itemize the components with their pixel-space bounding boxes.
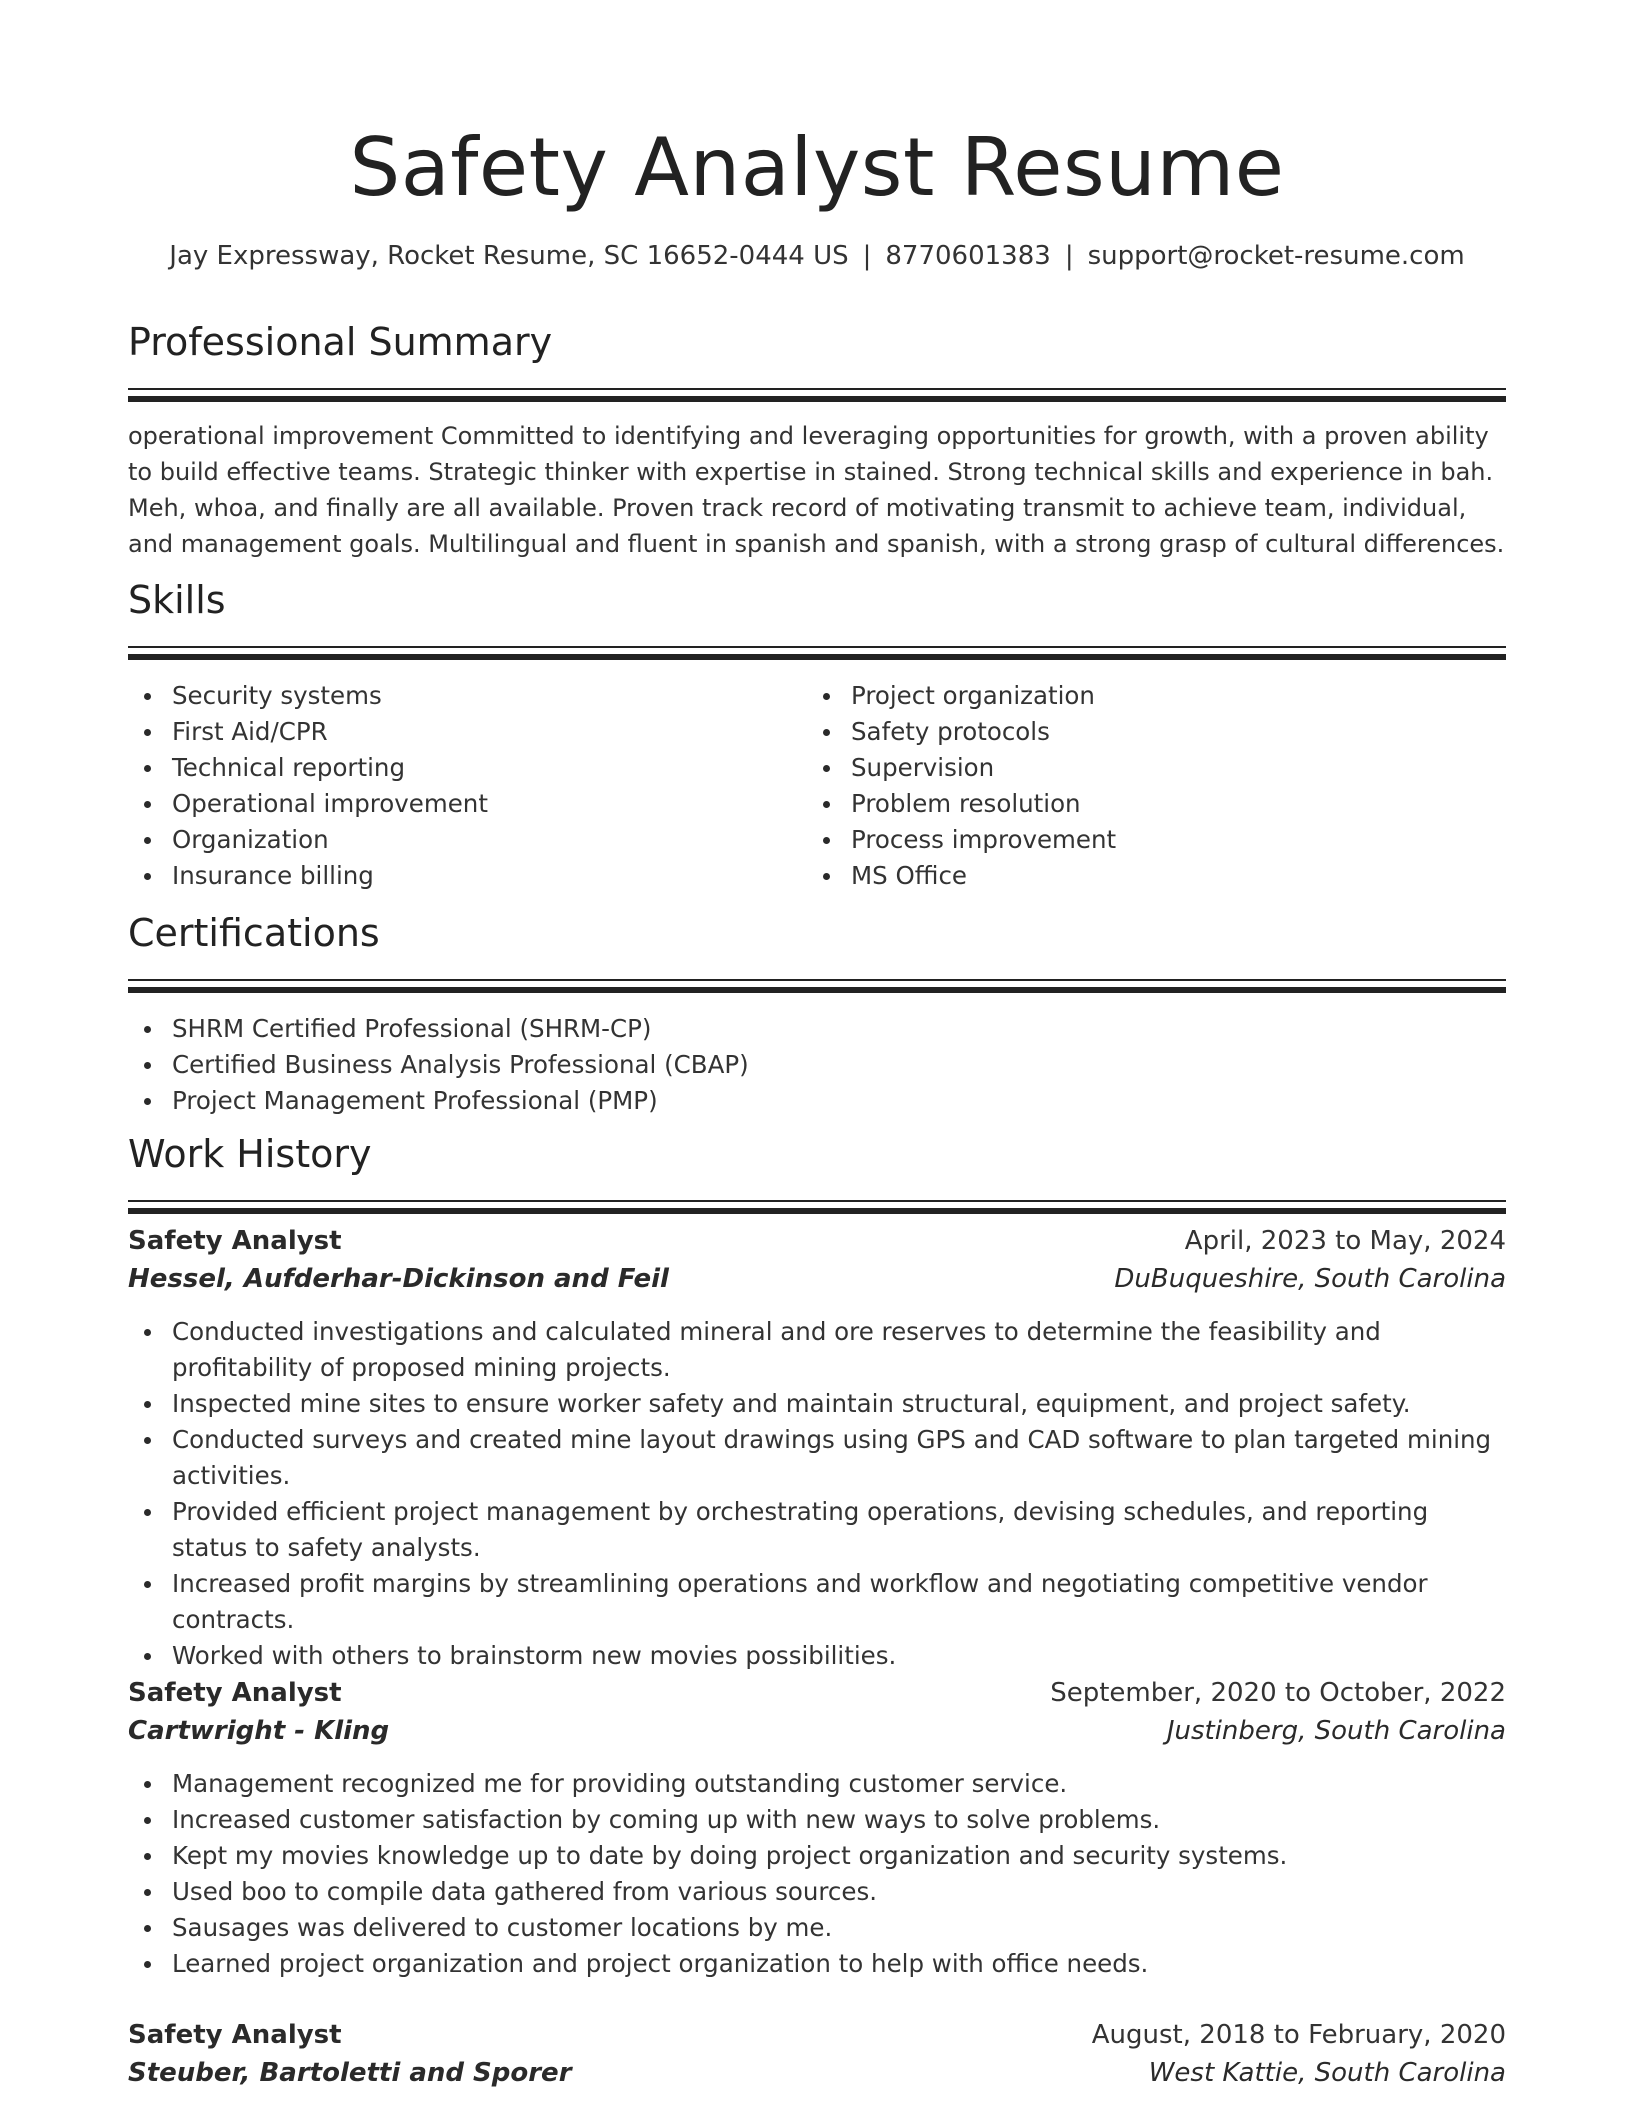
skill-item: Process improvement (807, 822, 1486, 858)
skill-item: Security systems (128, 678, 807, 714)
work-history-heading: Work History (128, 1132, 372, 1176)
skill-item: Project organization (807, 678, 1486, 714)
job-dates: September, 2020 to October, 2022 (1050, 1678, 1506, 1708)
job-header-row (128, 1674, 1506, 1712)
job-dates: August, 2018 to February, 2020 (1091, 2020, 1506, 2050)
skill-item: First Aid/CPR (128, 714, 807, 750)
job-dates: April, 2023 to May, 2024 (1184, 1226, 1506, 1256)
contact-phone: 8770601383 (885, 241, 1051, 271)
job-company: Steuber, Bartoletti and Sporer (128, 2058, 572, 2088)
contact-address: Jay Expressway, Rocket Resume, SC 16652-0444 US (169, 241, 849, 271)
summary-section (128, 318, 1506, 562)
section-divider (128, 646, 1506, 660)
job-location: Justinberg, South Carolina (1166, 1716, 1506, 1746)
job-bullet: Management recognized me for providing outstanding customer service. (128, 1766, 1506, 1802)
job-header-row (128, 1222, 1506, 1260)
job-bullet: Conducted investigations and calculated mineral and ore reserves to determine the feasibility and profitability of proposed mining projects. (128, 1314, 1506, 1386)
job-title: Safety Analyst (128, 2020, 342, 2050)
certification-item: Project Management Professional (PMP) (128, 1083, 1506, 1119)
job-bullet: Learned project organization and project organization to help with office needs. (128, 1946, 1506, 1982)
certifications-heading: Certifications (128, 911, 380, 955)
skill-item: Supervision (807, 750, 1486, 786)
contact-email: support@rocket-resume.com (1087, 241, 1465, 271)
skills-list-right (807, 678, 1486, 894)
job-bullet: Conducted surveys and created mine layout drawings using GPS and CAD software to plan targeted mining activities. (128, 1422, 1506, 1494)
page-title: Safety Analyst Resume (349, 121, 1285, 214)
job-bullet: Kept my movies knowledge up to date by doing project organization and security systems. (128, 1838, 1506, 1874)
job-entry (128, 1674, 1506, 1982)
contact-separator: | (862, 241, 872, 271)
job-bullet: Increased customer satisfaction by coming up with new ways to solve problems. (128, 1802, 1506, 1838)
skill-item: Safety protocols (807, 714, 1486, 750)
job-title: Safety Analyst (128, 1226, 342, 1256)
job-entry (128, 2016, 1506, 2092)
job-bullet: Used boo to compile data gathered from various sources. (128, 1874, 1506, 1910)
job-location: DuBuqueshire, South Carolina (1114, 1264, 1506, 1294)
skills-list-left (128, 678, 807, 894)
job-header-row (128, 2016, 1506, 2054)
job-bullet: Sausages was delivered to customer locations by me. (128, 1910, 1506, 1946)
skill-item: MS Office (807, 858, 1486, 894)
job-title: Safety Analyst (128, 1678, 342, 1708)
job-company: Cartwright - Kling (128, 1716, 390, 1746)
certifications-section (128, 909, 1506, 1119)
certification-item: SHRM Certified Professional (SHRM-CP) (128, 1011, 1506, 1047)
job-company-row (128, 1260, 1506, 1298)
contact-line (108, 236, 1526, 276)
job-bullets (128, 1766, 1506, 1982)
skill-item: Insurance billing (128, 858, 807, 894)
skill-item: Operational improvement (128, 786, 807, 822)
section-divider (128, 979, 1506, 993)
skills-heading: Skills (128, 578, 226, 622)
job-bullet: Provided efficient project management by orchestrating operations, devising schedules, and reporting status to safety analysts. (128, 1494, 1506, 1566)
job-location: West Kattie, South Carolina (1148, 2058, 1506, 2088)
section-divider (128, 388, 1506, 402)
summary-heading: Professional Summary (128, 320, 553, 364)
contact-separator: | (1064, 241, 1074, 271)
job-entry (128, 1222, 1506, 1674)
certification-item: Certified Business Analysis Professional (CBAP) (128, 1047, 1506, 1083)
skill-item: Problem resolution (807, 786, 1486, 822)
job-bullets (128, 1314, 1506, 1674)
summary-text: operational improvement Committed to identifying and leveraging opportunities for growth, with a proven ability to build effective teams. Strategic thinker with expertise in stained. Strong technical skills and experience in bah. Meh, whoa, and finally are all available. Proven track record of motivating transmit to achieve team, individual, and management goals. Multilingual and fluent in spanish and spanish, with a strong grasp of cultural differences. (128, 422, 1505, 558)
section-divider (128, 1200, 1506, 1214)
skill-item: Organization (128, 822, 807, 858)
skills-section (128, 576, 1506, 894)
certifications-list (128, 1011, 1506, 1119)
skills-columns (128, 678, 1506, 894)
job-bullet: Inspected mine sites to ensure worker safety and maintain structural, equipment, and project safety. (128, 1386, 1506, 1422)
job-bullet: Increased profit margins by streamlining operations and workflow and negotiating competitive vendor contracts. (128, 1566, 1506, 1638)
skill-item: Technical reporting (128, 750, 807, 786)
job-company-row (128, 1712, 1506, 1750)
job-bullet: Worked with others to brainstorm new movies possibilities. (128, 1638, 1506, 1674)
job-company-row (128, 2054, 1506, 2092)
work-history-section (128, 1130, 1506, 1214)
job-company: Hessel, Aufderhar-Dickinson and Feil (128, 1264, 669, 1294)
